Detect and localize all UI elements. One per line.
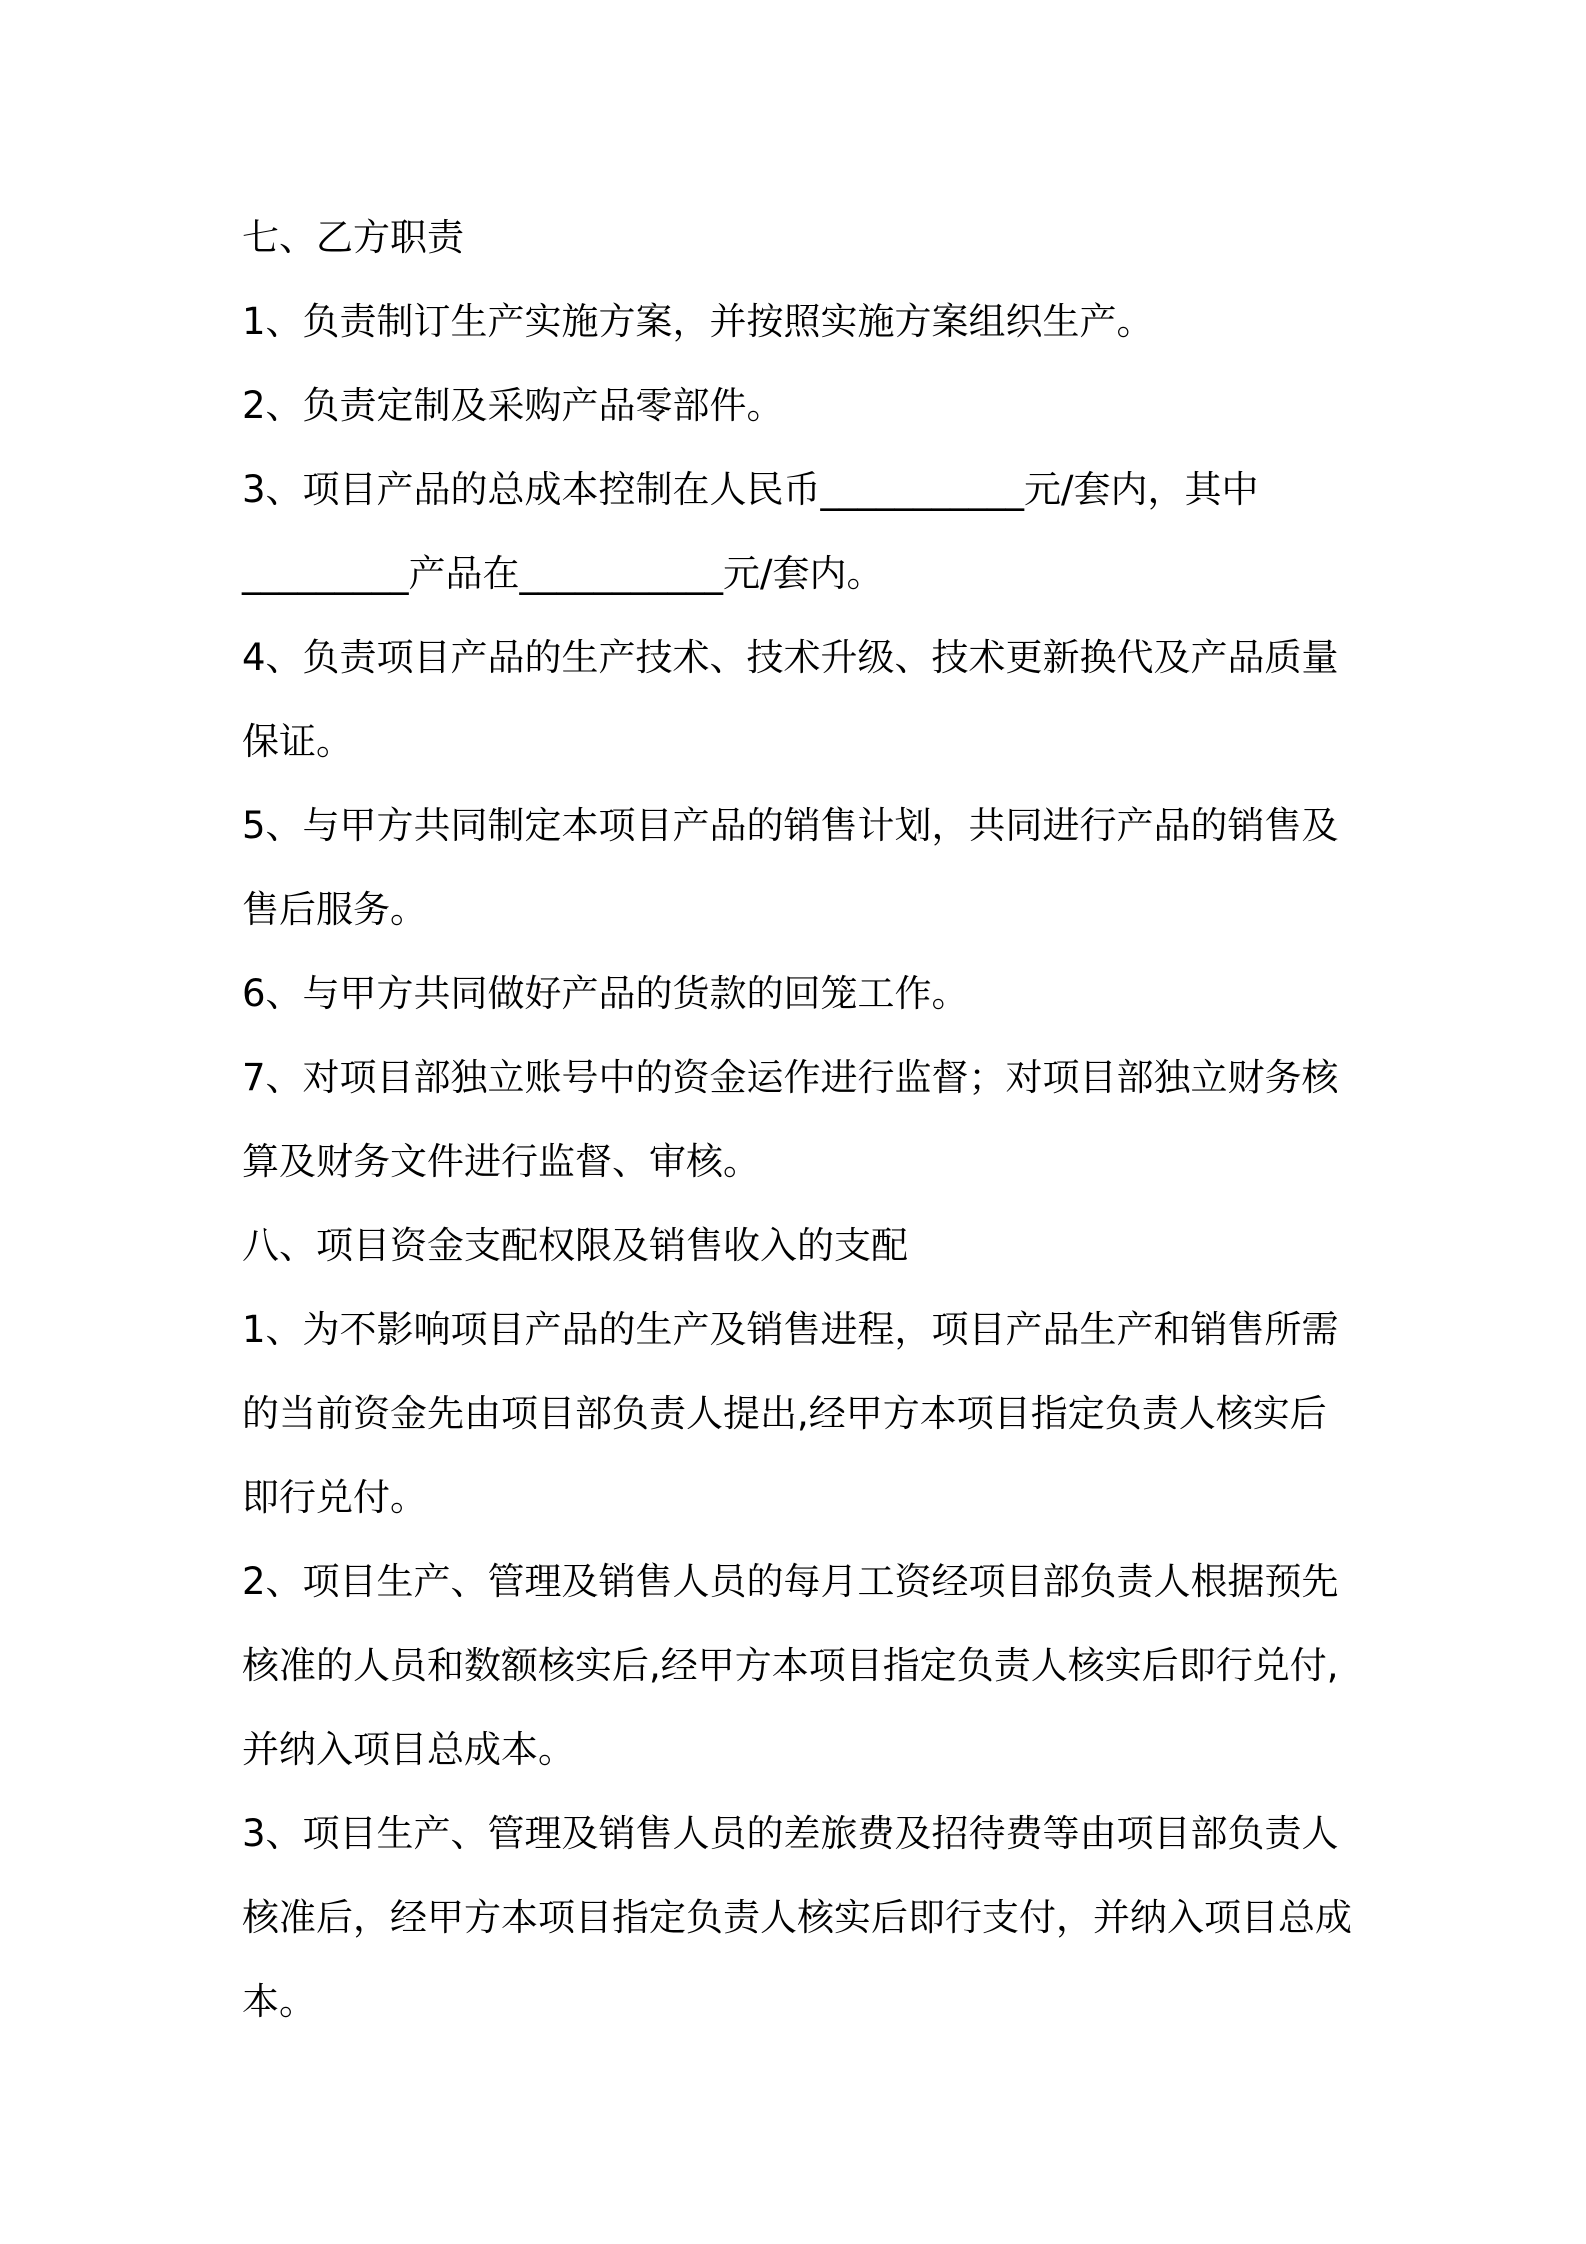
paragraph-line: 的当前资金先由项目部负责人提出,经甲方本项目指定负责人核实后: [242, 1392, 1327, 1435]
paragraph-line: _________产品在___________元/套内。: [242, 552, 884, 595]
paragraph-line: 1、为不影响项目产品的生产及销售进程，项目产品生产和销售所需: [242, 1308, 1339, 1351]
paragraph-line: 2、项目生产、管理及销售人员的每月工资经项目部负责人根据预先: [242, 1560, 1339, 1603]
section-heading-7: 七、乙方职责: [242, 216, 464, 259]
paragraph-line: 1、负责制订生产实施方案，并按照实施方案组织生产。: [242, 300, 1154, 343]
paragraph-line: 核准的人员和数额核实后,经甲方本项目指定负责人核实后即行兑付,: [242, 1644, 1339, 1687]
paragraph-line: 3、项目生产、管理及销售人员的差旅费及招待费等由项目部负责人: [242, 1812, 1339, 1855]
paragraph-line: 7、对项目部独立账号中的资金运作进行监督；对项目部独立财务核: [242, 1056, 1339, 1099]
paragraph-line: 即行兑付。: [242, 1476, 427, 1519]
paragraph-line: 5、与甲方共同制定本项目产品的销售计划，共同进行产品的销售及: [242, 804, 1339, 847]
section-heading-8: 八、项目资金支配权限及销售收入的支配: [242, 1224, 908, 1267]
paragraph-line: 6、与甲方共同做好产品的货款的回笼工作。: [242, 972, 969, 1015]
document-body: [242, 196, 1362, 2044]
paragraph-line: 并纳入项目总成本。: [242, 1728, 575, 1771]
paragraph-line: 核准后，经甲方本项目指定负责人核实后即行支付，并纳入项目总成: [242, 1896, 1352, 1939]
paragraph-line: 3、项目产品的总成本控制在人民币___________元/套内，其中: [242, 468, 1259, 511]
paragraph-line: 保证。: [242, 720, 353, 763]
paragraph-line: 算及财务文件进行监督、审核。: [242, 1140, 760, 1183]
paragraph-line: 2、负责定制及采购产品零部件。: [242, 384, 784, 427]
paragraph-line: 4、负责项目产品的生产技术、技术升级、技术更新换代及产品质量: [242, 636, 1339, 679]
paragraph-line: 本。: [242, 1980, 316, 2023]
paragraph-line: 售后服务。: [242, 888, 427, 931]
